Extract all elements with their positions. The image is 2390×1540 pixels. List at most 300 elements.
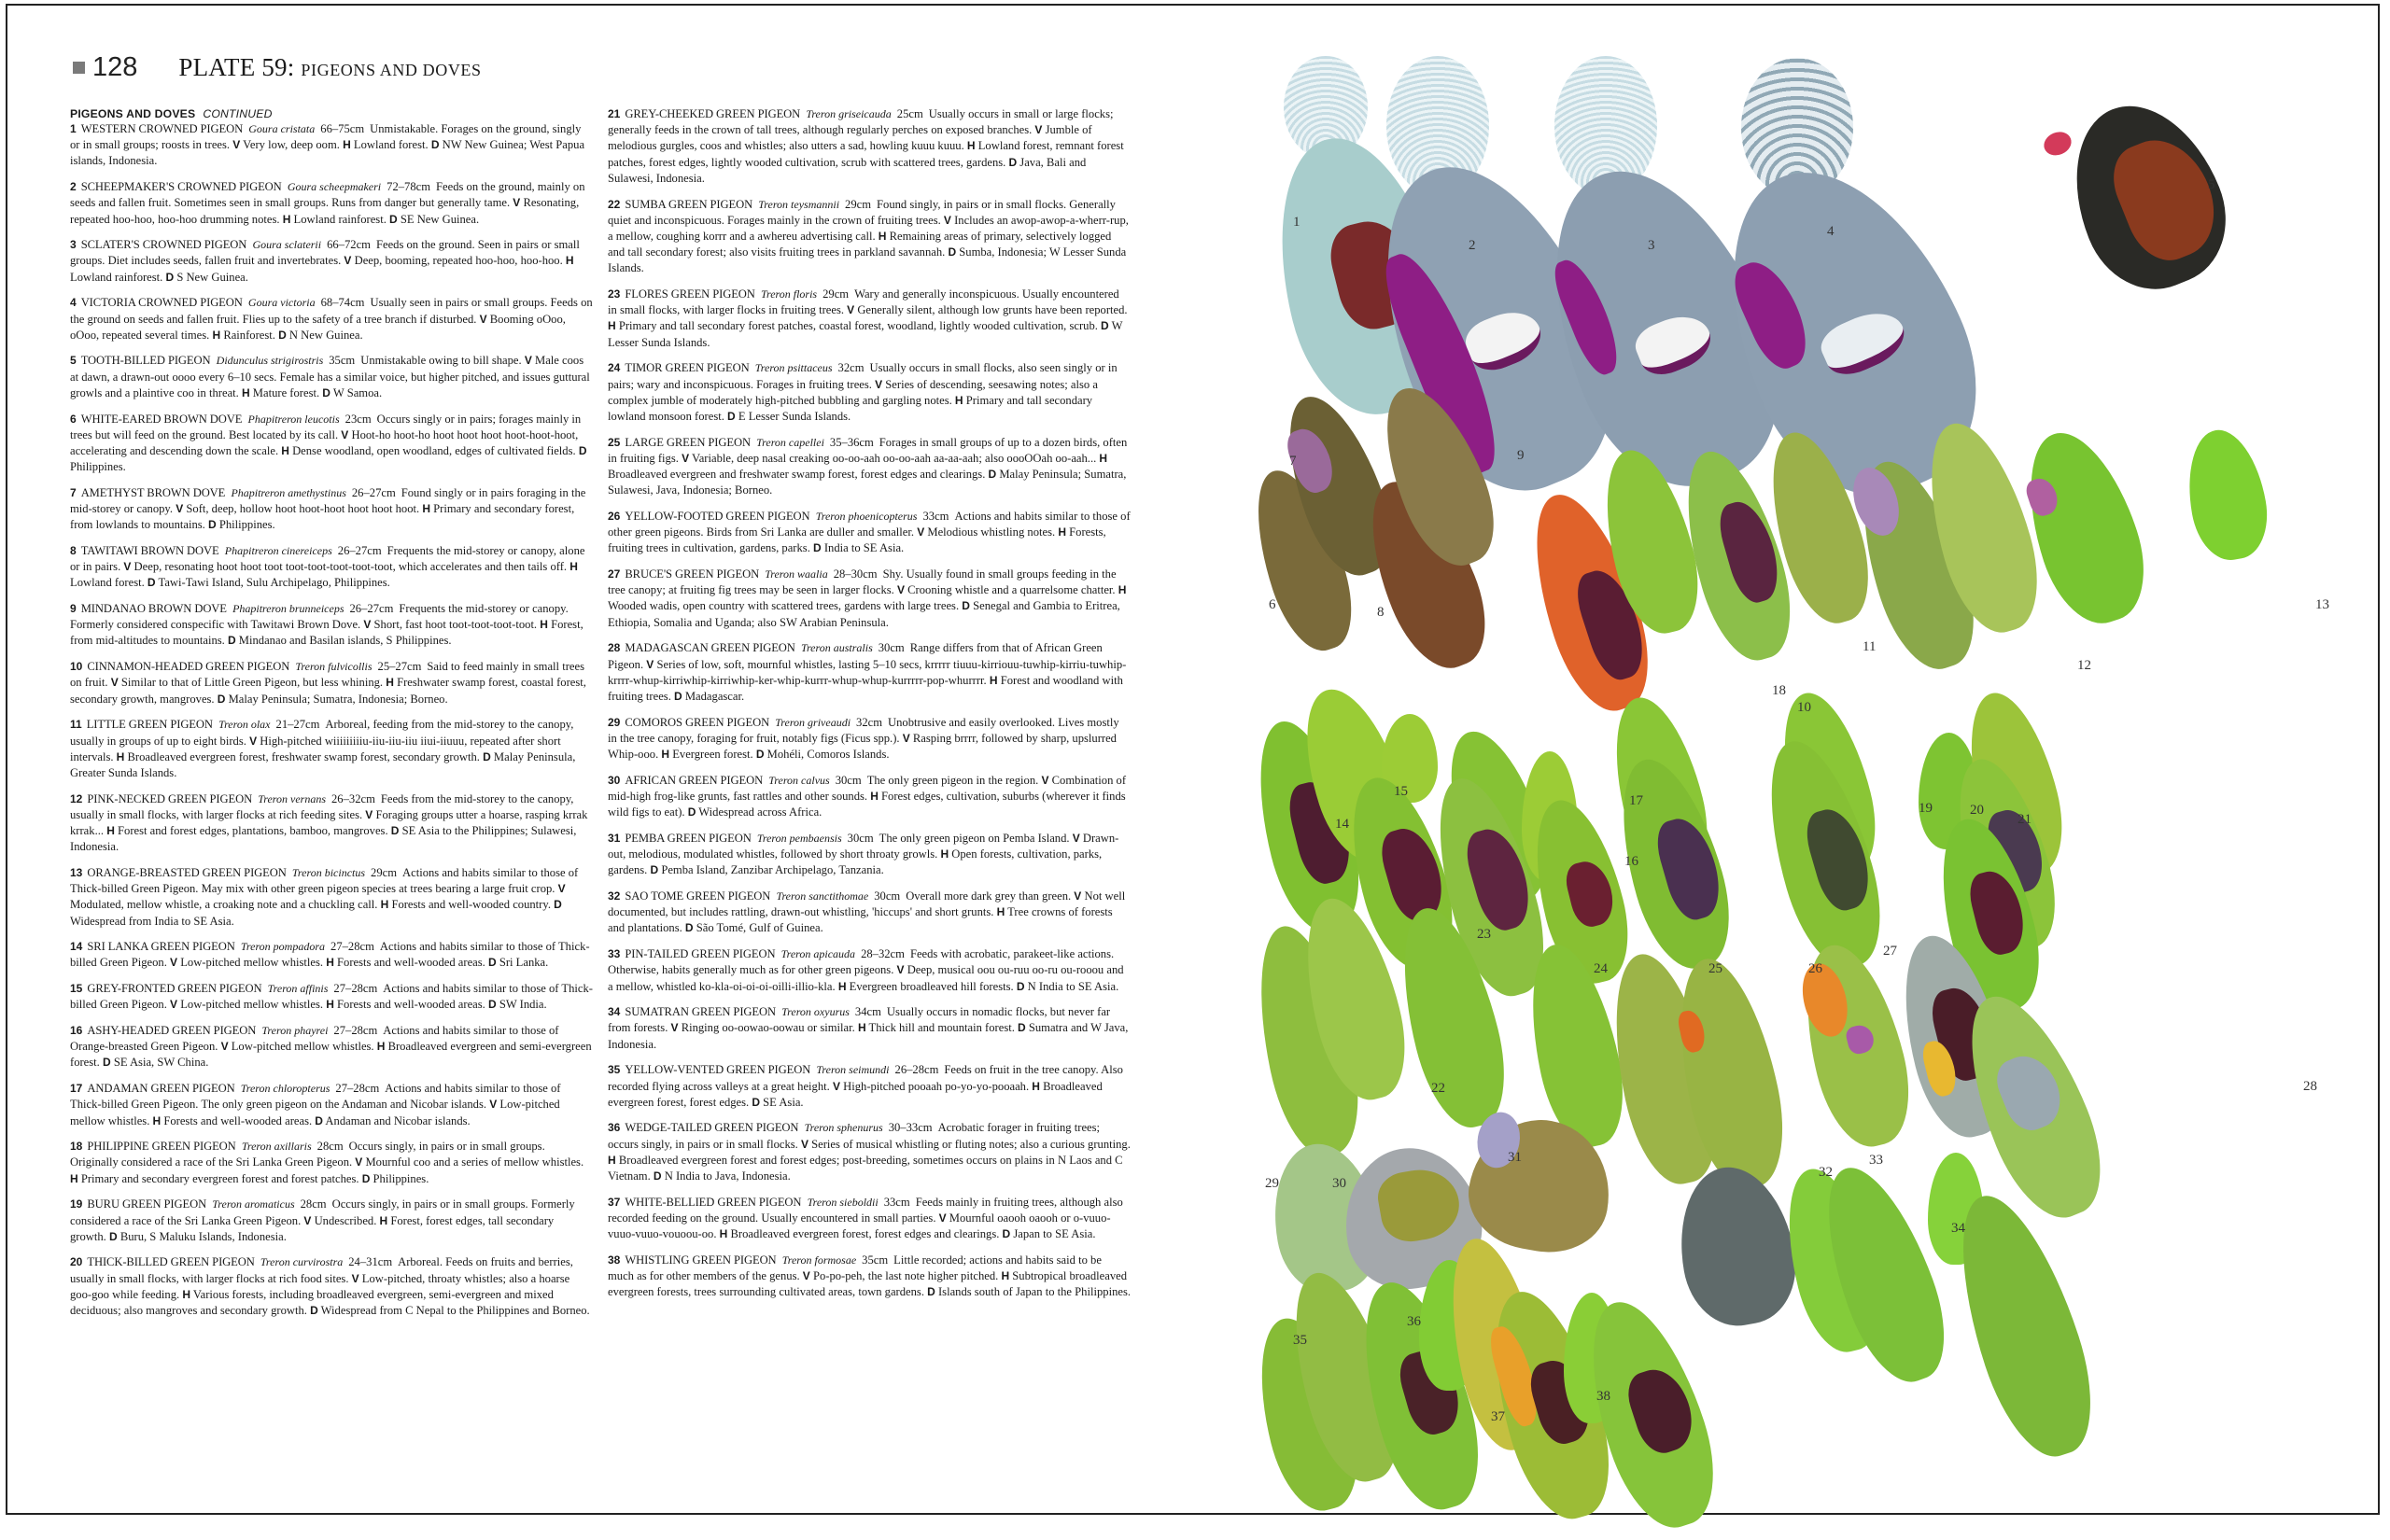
species-common-name: SCLATER'S CROWNED PIGEON (80, 238, 247, 252)
species-size: 27–28cm (330, 940, 374, 954)
species-voice: Foraging groups utter a hoarse, rasping krrak krrak... (70, 807, 588, 838)
plate-number-label: 13 (2315, 597, 2329, 612)
species-common-name: SRI LANKA GREEN PIGEON (87, 940, 235, 954)
species-common-name: LARGE GREEN PIGEON (625, 435, 751, 449)
species-habitat: Lowland rainforest. (293, 212, 387, 226)
bird-illustration-13-female (2178, 424, 2274, 566)
species-voice: Hoot-ho hoot-ho hoot hoot hoot hoot-hoot-hoot, accelerating and descending down the scale. (70, 427, 579, 457)
species-entry (608, 1004, 1131, 1053)
species-description: Found singly or in pairs foraging in the mid-storey or canopy. (70, 485, 586, 516)
species-distribution: India to SE Asia. (823, 541, 905, 555)
species-scientific-name: Treron waalia (765, 567, 828, 581)
species-distribution: N India to SE Asia. (1027, 979, 1119, 993)
species-distribution: Japan to SE Asia. (1013, 1227, 1096, 1241)
species-common-name: FLORES GREEN PIGEON (625, 287, 755, 301)
species-entry (70, 939, 593, 971)
species-voice: Booming oOoo, oOoo, repeated several times. (70, 312, 566, 342)
species-scientific-name: Treron seimundi (816, 1063, 890, 1077)
distribution-key: D (1101, 319, 1109, 333)
plate-number-label: 38 (1596, 1389, 1610, 1404)
species-habitat: Rainforest. (223, 328, 275, 342)
voice-key: V (110, 676, 119, 690)
species-entry (70, 179, 593, 228)
species-distribution: Tawi-Tawi Island, Sulu Archipelago, Philippines. (158, 576, 390, 590)
distribution-key: D (727, 409, 736, 423)
species-description: Occurs singly or in pairs; forages mainly in trees but will feed on the ground. Best located by its call. (70, 412, 582, 441)
species-voice: Short, fast hoot toot-toot-toot-toot. (373, 618, 538, 632)
species-distribution: São Tomé, Gulf of Guinea. (696, 921, 823, 935)
species-voice: Includes an awop-awop-a-wherr-rup, a mellow, coughing korrr and a awhereu advertising call. (608, 213, 1129, 243)
habitat-key: H (379, 1213, 388, 1227)
species-common-name: WHITE-BELLIED GREEN PIGEON (625, 1195, 802, 1209)
habitat-key: H (1099, 451, 1108, 465)
voice-key: V (938, 1211, 947, 1225)
species-number: 21 (608, 107, 621, 120)
species-habitat: Broadleaved evergreen forest, forest edges and clearings. (730, 1227, 1000, 1241)
species-habitat: Evergreen broadleaved hill forests. (849, 979, 1014, 993)
distribution-key: D (650, 863, 659, 877)
species-description: Frequents the mid-storey or canopy, alone or in pairs. (70, 543, 585, 574)
species-description: Usually occurs in small flocks, also seen singly or in pairs; wary and inconspicuous. Forages in fruiting trees. (608, 361, 1118, 391)
maroon-mantle (1622, 1362, 1701, 1459)
voice-key: V (170, 998, 178, 1012)
species-number: 20 (70, 1255, 83, 1269)
species-distribution: E Lesser Sunda Islands. (738, 409, 851, 423)
species-entry (608, 287, 1131, 351)
plate-label: PLATE 59: (178, 53, 295, 81)
species-habitat: Wooded wadis, open country with scattered trees, gardens with large trees. (608, 599, 960, 613)
species-number: 2 (70, 180, 77, 194)
species-distribution: Widespread across Africa. (698, 805, 822, 819)
species-habitat: Forest edges, cultivation, suburbs (wherever it finds wild figs to eat). (608, 790, 1126, 819)
species-distribution: Mohéli, Comoros Islands. (766, 748, 890, 762)
species-common-name: SUMBA GREEN PIGEON (625, 197, 753, 211)
plate-number-label: 28 (2303, 1079, 2317, 1094)
habitat-key: H (1032, 1079, 1040, 1093)
species-number: 15 (70, 982, 83, 996)
species-entry (70, 295, 593, 343)
species-entry (608, 831, 1131, 879)
species-entry (608, 567, 1131, 631)
species-habitat: Lowland rainforest. (70, 270, 163, 284)
species-scientific-name: Treron teysmannii (758, 197, 840, 211)
species-scientific-name: Treron sphenurus (804, 1121, 883, 1135)
wing (2102, 126, 2230, 272)
distribution-key: D (487, 998, 497, 1012)
species-number: 25 (608, 435, 621, 449)
species-common-name: MINDANAO BROWN DOVE (80, 602, 227, 616)
species-scientific-name: Treron australis (800, 641, 873, 655)
species-description: Feeds on the ground, mainly on seeds and fallen fruit. Sometimes seen in small groups. Runs from danger but generally tame. (70, 180, 585, 210)
species-common-name: PIN-TAILED GREEN PIGEON (625, 947, 776, 961)
species-number: 31 (608, 831, 621, 845)
species-description: Range differs from that of African Green Pigeon. (608, 641, 1103, 671)
species-voice: Po-po-peh, the last note higher pitched. (812, 1269, 999, 1283)
species-description: Arboreal, feeding from the mid-storey to the canopy, usually in groups of up to eight birds. (70, 718, 574, 748)
species-scientific-name: Treron aromaticus (212, 1197, 295, 1211)
voice-key: V (513, 196, 521, 210)
species-scientific-name: Treron sieboldii (807, 1195, 879, 1209)
species-scientific-name: Treron phayrei (261, 1024, 329, 1038)
voice-key: V (363, 618, 372, 632)
voice-key: V (170, 956, 178, 970)
species-number: 33 (608, 947, 621, 961)
species-scientific-name: Treron axillaris (241, 1140, 312, 1154)
species-voice: Mournful oaooh oaooh or o-vuuo-vuuo-vuuo-vouoou-oo. (608, 1211, 1111, 1241)
species-description: Overall more dark grey than green. (906, 889, 1072, 903)
species-distribution: W Lesser Sunda Islands. (608, 319, 1123, 349)
species-entry (70, 1254, 593, 1319)
species-distribution: Philippines. (70, 460, 126, 474)
species-scientific-name: Treron affinis (267, 982, 329, 996)
habitat-key: H (343, 138, 351, 152)
species-number: 11 (70, 718, 82, 732)
species-voice: Low-pitched mellow whistles. (231, 1040, 374, 1054)
species-distribution: SW India. (499, 998, 547, 1012)
voice-key: V (489, 1098, 498, 1112)
species-scientific-name: Phapitreron amethystinus (231, 485, 346, 499)
species-entry (70, 659, 593, 707)
distribution-key: D (684, 921, 694, 935)
species-scientific-name: Treron calvus (768, 773, 830, 787)
species-voice: Low-pitched mellow whistles. (180, 998, 324, 1012)
species-size: 29cm (371, 865, 398, 879)
species-voice: Rasping brrrr, followed by sharp, upslurred Whip-ooo. (608, 731, 1117, 762)
species-distribution: Sumatra and W Java, Indonesia. (608, 1021, 1129, 1051)
distribution-key: D (962, 599, 970, 613)
page-header (73, 52, 482, 83)
distribution-key: D (1018, 1021, 1026, 1035)
species-scientific-name: Treron griveaudi (775, 715, 851, 729)
species-description: Wary and generally inconspicuous. Usually encountered in small flocks, with larger flocks in fruiting trees. (608, 287, 1119, 317)
species-habitat: Forests and well-wooded areas. (337, 998, 485, 1012)
plate-number-label: 14 (1335, 817, 1349, 832)
species-entry (70, 121, 593, 170)
species-voice: Melodious whistling notes. (927, 525, 1056, 539)
plate-number-label: 27 (1883, 944, 1897, 959)
species-distribution: Sri Lanka. (499, 956, 549, 970)
distribution-key: D (278, 328, 287, 342)
plate-number-label: 30 (1332, 1176, 1346, 1191)
plate-number-label: 25 (1708, 961, 1722, 976)
species-habitat: Forests and well-wooded country. (391, 898, 551, 912)
plate-number-label: 18 (1772, 683, 1786, 698)
plate-number-label: 4 (1827, 224, 1835, 239)
voice-key: V (1041, 773, 1049, 787)
species-entry (70, 601, 593, 650)
species-description: Arboreal. Feeds on fruits and berries, usually in small flocks, with larger flocks at rich food sites. (70, 1255, 573, 1285)
species-number: 26 (608, 509, 621, 523)
species-voice: Similar to that of Little Green Pigeon, but less whining. (120, 676, 384, 690)
distribution-key: D (752, 1095, 761, 1109)
habitat-key: H (282, 212, 291, 226)
species-distribution: W Samoa. (332, 385, 383, 399)
species-size: 35cm (862, 1253, 889, 1267)
species-description: Actions and habits similar to those of Thick-billed Green Pigeon. (70, 982, 593, 1012)
distribution-key: D (653, 1169, 662, 1183)
plate-subtitle: PIGEONS AND DOVES (301, 61, 482, 79)
habitat-key: H (870, 790, 879, 804)
plate-number-label: 17 (1629, 793, 1643, 808)
species-distribution: Java, Bali and Sulawesi, Indonesia. (608, 155, 1087, 185)
species-common-name: GREY-FRONTED GREEN PIGEON (87, 982, 262, 996)
habitat-key: H (380, 898, 389, 912)
species-size: 28cm (316, 1140, 344, 1154)
species-distribution: SE New Guinea. (400, 212, 480, 226)
species-description: Feeds with acrobatic, parakeet-like actions. Otherwise, habits generally much as for other green pigeons. (608, 947, 1115, 977)
species-scientific-name: Treron olax (218, 718, 271, 732)
species-number: 10 (70, 660, 83, 674)
species-distribution: Widespread from C Nepal to the Philippines and Borneo. (320, 1304, 590, 1318)
distribution-key: D (147, 576, 156, 590)
species-habitat: Primary and secondary forest, from lowlands to mountains. (70, 502, 575, 532)
distribution-key: D (207, 518, 217, 532)
species-habitat: Thick hill and mountain forest. (868, 1021, 1015, 1035)
species-scientific-name: Goura victoria (247, 296, 316, 310)
species-entry (608, 715, 1131, 763)
habitat-key: H (70, 1171, 78, 1185)
plate-number-label: 6 (1269, 597, 1276, 612)
plate-number-label: 5 (2208, 177, 2215, 192)
species-number: 27 (608, 567, 621, 581)
species-scientific-name: Treron capellei (756, 435, 824, 449)
plate-number-label: 20 (1970, 803, 1984, 818)
species-description: Actions and habits similar to those of Thick-billed Green Pigeon. May mix with other green pigeon species at trees bearing a large fruit crop. (70, 865, 579, 896)
species-size: 25–27cm (377, 660, 422, 674)
species-size: 28–32cm (861, 947, 905, 961)
species-common-name: COMOROS GREEN PIGEON (625, 715, 770, 729)
voice-key: V (557, 882, 566, 896)
species-habitat: Primary and tall secondary forest patches, coastal forest, woodland, lightly wooded cultivation, scrub. (618, 319, 1098, 333)
plate-number-label: 36 (1407, 1314, 1421, 1329)
species-scientific-name: Phapitreron leucotis (247, 412, 340, 426)
section-continued-label: CONTINUED (203, 107, 273, 120)
species-number: 37 (608, 1195, 621, 1209)
plate-number-label: 22 (1431, 1081, 1445, 1096)
species-description: Feeds from the mid-storey to the canopy, usually in small flocks, with larger flocks at rich feeding sites. (70, 791, 574, 821)
voice-key: V (847, 303, 855, 317)
species-voice: High-pitched wiiiiiiiiiu-iiu-iiu-iiu iiui-iiuuu, repeated after short intervals. (70, 734, 561, 763)
voice-key: V (802, 1269, 810, 1283)
species-number: 34 (608, 1005, 621, 1019)
species-description: Feeds mainly in fruiting trees, although also recorded feeding on the ground. Usually encountered in small parties. (608, 1195, 1123, 1225)
species-habitat: Dense woodland, open woodland, edges of cultivated fields. (292, 443, 576, 457)
habitat-key: H (152, 1113, 162, 1127)
species-voice: Male coos at dawn, a drawn-out oooo every 6–10 secs. Female has a similar voice, but higher pitched, and issues guttural growls and a plaintive coo in threat. (70, 354, 590, 399)
species-size: 24–31cm (348, 1255, 393, 1269)
plate-number-label: 31 (1508, 1150, 1522, 1165)
distribution-key: D (310, 1304, 318, 1318)
species-size: 27–28cm (335, 1082, 380, 1096)
bird-illustration-19 (1748, 730, 1897, 979)
plate-number-label: 2 (1469, 238, 1476, 253)
species-common-name: SUMATRAN GREEN PIGEON (625, 1005, 776, 1019)
species-number: 22 (608, 197, 621, 211)
plate-number-label: 1 (1293, 215, 1300, 230)
plate-number-label: 24 (1594, 961, 1608, 976)
species-voice: Undescribed. (314, 1213, 377, 1227)
species-number: 14 (70, 940, 83, 954)
species-scientific-name: Treron oxyurus (781, 1005, 850, 1019)
species-size: 29cm (845, 197, 872, 211)
species-number: 5 (70, 354, 77, 368)
species-scientific-name: Treron pembaensis (756, 831, 842, 845)
species-habitat: Various forests, including broadleaved evergreen, semi-evergreen and mixed deciduous; also mangroves and secondary growth. (70, 1287, 554, 1318)
species-size: 33cm (883, 1195, 910, 1209)
species-habitat: Forest, from mid-altitudes to mountains. (70, 618, 583, 648)
species-size: 34cm (854, 1005, 881, 1019)
species-description: Frequents the mid-storey or canopy. Formerly considered conspecific with Tawitawi Brown Dove. (70, 602, 569, 632)
olive-wing (1374, 1164, 1465, 1247)
plate-number-label: 35 (1293, 1333, 1307, 1348)
species-number: 9 (70, 602, 77, 616)
species-description: Usually seen in pairs or small groups. Feeds on the ground on seeds and fallen fruit. Flies up to the safety of a tree branch if disturbed. (70, 296, 593, 326)
species-voice: Drawn-out, melodious, modulated whistles, followed by short throaty growls. (608, 831, 1119, 861)
species-voice: Modulated, mellow whistle, a croaking note and a chuckling call. (70, 898, 378, 912)
habitat-key: H (837, 979, 847, 993)
habitat-key: H (386, 676, 394, 690)
species-list-right (608, 106, 1131, 1301)
species-common-name: YELLOW-FOOTED GREEN PIGEON (625, 509, 810, 523)
distribution-key: D (108, 1229, 118, 1243)
species-habitat: Forest and forest edges, plantations, bamboo, mangroves. (118, 824, 388, 838)
habitat-key: H (1118, 583, 1127, 597)
species-size: 33cm (922, 509, 949, 523)
species-habitat: Lowland forest, remnant forest patches, forest edges, lightly wooded cultivation, scrub with scattered trees, gardens. (608, 139, 1124, 169)
lilac-neck (2023, 475, 2061, 519)
distribution-key: D (1016, 979, 1025, 993)
species-size: 30cm (835, 773, 862, 787)
species-description: Feeds on fruit in the tree canopy. Also recorded flying across valleys at a great height. (608, 1063, 1123, 1093)
species-entry (608, 509, 1131, 557)
distribution-key: D (165, 270, 175, 284)
habitat-key: H (878, 229, 887, 243)
plate-number-label: 34 (1951, 1221, 1965, 1236)
species-size: 30cm (878, 641, 905, 655)
species-distribution: Philippines. (373, 1171, 429, 1185)
habitat-key: H (719, 1227, 728, 1241)
plate-number-label: 32 (1819, 1165, 1833, 1180)
species-description: Usually occurs in small or large flocks; generally feeds in the crown of tall trees, although regularly perches on exposed branches. (608, 107, 1114, 137)
plate-number-label: 33 (1869, 1153, 1883, 1168)
habitat-key: H (182, 1287, 190, 1301)
distribution-key: D (1002, 1227, 1011, 1241)
species-number: 18 (70, 1140, 83, 1154)
species-common-name: WEDGE-TAILED GREEN PIGEON (625, 1121, 799, 1135)
purple-mantle (1651, 812, 1728, 925)
voice-key: V (800, 1137, 808, 1151)
species-entry (70, 717, 593, 781)
species-common-name: WHITE-EARED BROWN DOVE (80, 412, 243, 426)
species-scientific-name: Goura cristata (248, 122, 316, 135)
habitat-key: H (376, 1040, 386, 1054)
bird-illustration-32 (1667, 1158, 1806, 1334)
habitat-key: H (565, 254, 574, 268)
species-scientific-name: Treron apicauda (780, 947, 856, 961)
species-entry (608, 773, 1131, 821)
species-description: Found singly, in pairs or in small flocks. Generally quiet and inconspicuous. Forages mainly in the crown of fruiting trees. (608, 197, 1116, 227)
species-entry (608, 435, 1131, 499)
species-habitat: Broadleaved evergreen and freshwater swamp forest, forest edges and clearings. (608, 468, 986, 482)
species-scientific-name: Treron floris (760, 287, 818, 301)
plate-number-label: 10 (1797, 700, 1811, 715)
species-distribution: SE Asia to the Philippines; Sulawesi, Indonesia. (70, 824, 577, 854)
distribution-key: D (813, 541, 822, 555)
white-wing-bar (1630, 307, 1719, 383)
habitat-key: H (540, 618, 548, 632)
voice-key: V (646, 657, 654, 671)
species-entry (70, 1081, 593, 1129)
voice-key: V (479, 312, 487, 326)
species-voice: Series of low, soft, mournful whistles, lasting 5–10 secs, krrrrr tiuuu-kirriouu-tuwhip-kirriu-tuwhip-krrrr-whup-kirriwhip-kirriwhip-ker-whip-kurrr-whup-whup-kurrrrr-pop-whurrrr. (608, 657, 1127, 687)
species-entry (608, 197, 1131, 277)
distribution-key: D (315, 1113, 323, 1127)
species-habitat: Freshwater swamp forest, coastal forest, secondary growth, mangroves. (70, 676, 586, 706)
species-scientific-name: Treron griseicauda (806, 107, 892, 120)
species-voice: Deep, musical oou ou-ruu oo-ru ou-rooou and a mellow, whistled ko-kla-oi-oi-oi-oilli-illio-kla. (608, 963, 1124, 993)
voice-key: V (249, 734, 258, 748)
distribution-key: D (927, 1285, 935, 1299)
species-voice: Resonating, repeated hoo-hoo, hoo-hoo drumming notes. (70, 196, 580, 226)
species-number: 38 (608, 1253, 621, 1267)
species-entry (70, 412, 593, 476)
species-habitat: Evergreen forest. (672, 748, 753, 762)
species-entry (608, 1120, 1131, 1184)
habitat-key: H (1058, 525, 1066, 539)
species-voice: Series of descending, seesawing notes; also a complex jumble of moderately high-pitched bubbling and gargling notes. (608, 377, 1098, 407)
species-common-name: WESTERN CROWNED PIGEON (80, 122, 244, 135)
species-entry (70, 1023, 593, 1071)
species-distribution: SE Asia. (763, 1095, 804, 1109)
species-voice: Low-pitched mellow whistles. (70, 1098, 560, 1127)
bird-illustration-5 (2047, 83, 2247, 309)
voice-key: V (943, 213, 951, 227)
species-common-name: TOOTH-BILLED PIGEON (80, 354, 211, 368)
species-number: 32 (608, 889, 621, 903)
habitat-key: H (326, 998, 334, 1012)
species-distribution: Buru, S Maluku Islands, Indonesia. (120, 1229, 287, 1243)
species-entry (608, 1195, 1131, 1243)
habitat-key: H (212, 328, 221, 342)
species-entry (70, 237, 593, 286)
species-distribution: NW New Guinea; West Papua islands, Indonesia. (70, 138, 585, 168)
voice-key: V (232, 138, 241, 152)
grey-mantle (1989, 1047, 2070, 1138)
species-common-name: BRUCE'S GREEN PIGEON (625, 567, 760, 581)
voice-key: V (176, 502, 184, 516)
species-common-name: BURU GREEN PIGEON (87, 1197, 207, 1211)
plate-number-label: 16 (1624, 854, 1638, 869)
habitat-key: H (1001, 1269, 1010, 1283)
plate-number-label: 12 (2077, 658, 2091, 673)
species-common-name: SCHEEPMAKER'S CROWNED PIGEON (80, 180, 282, 194)
plate-number-label: 26 (1808, 961, 1822, 976)
plate-number-label: 11 (1863, 639, 1877, 654)
species-scientific-name: Treron formosae (781, 1253, 857, 1267)
distribution-key: D (674, 690, 682, 703)
species-habitat: Mature forest. (252, 385, 320, 399)
distribution-key: D (102, 1056, 111, 1070)
distribution-key: D (554, 898, 562, 912)
maroon-mantle (1375, 822, 1450, 926)
distribution-key: D (227, 634, 236, 648)
species-size: 25cm (896, 107, 923, 120)
plate-number-label: 7 (1289, 454, 1297, 469)
species-voice: Low-pitched, throaty whistles; also a hoarse goo-goo while feeding. (70, 1271, 570, 1301)
species-scientific-name: Goura scheepmakeri (287, 180, 382, 194)
species-description: Unmistakable. Forages on the ground, singly or in small groups; roosts in trees. (70, 122, 582, 152)
plate-number-label: 19 (1919, 801, 1933, 816)
